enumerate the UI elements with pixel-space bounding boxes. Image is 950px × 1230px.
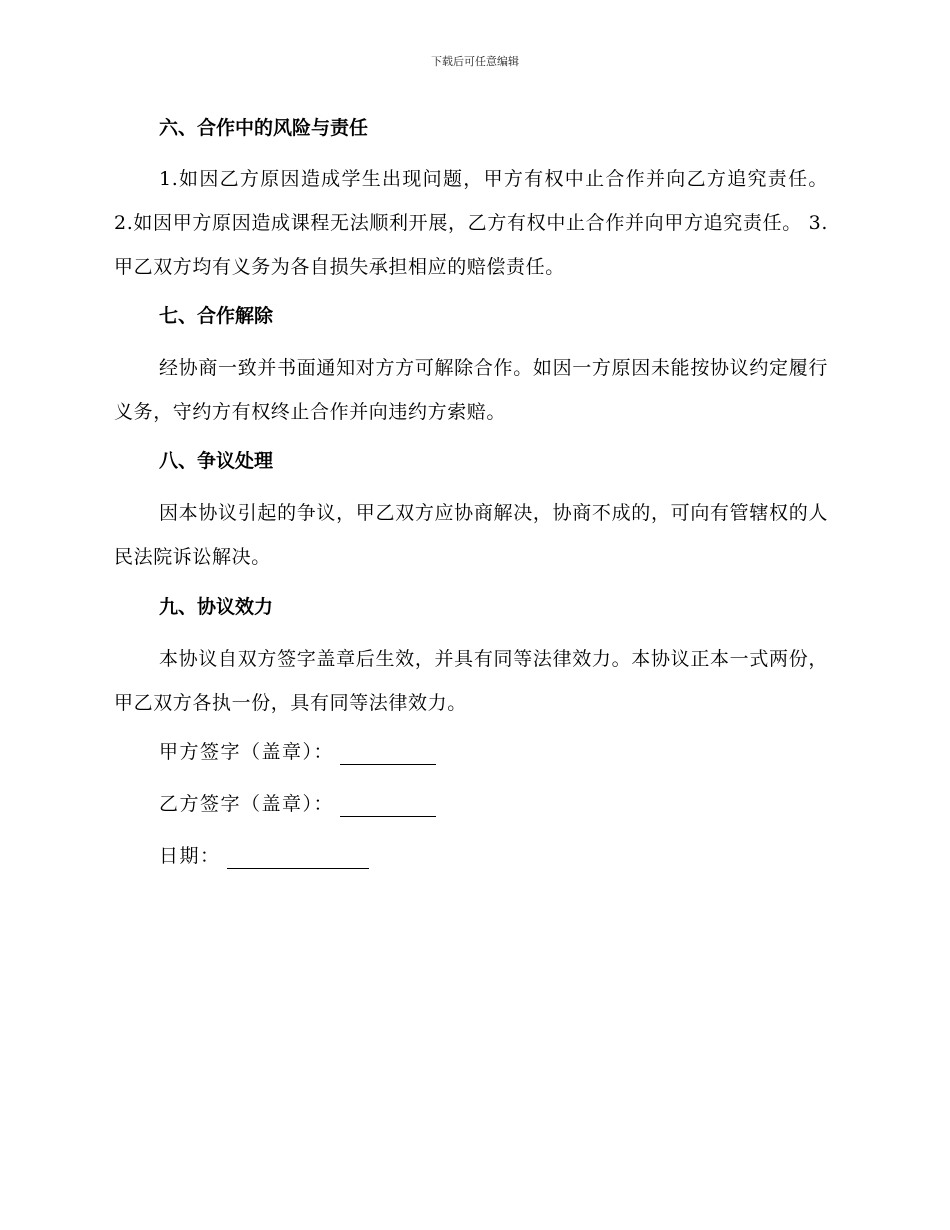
signature-date — [159, 843, 369, 869]
section-heading-risk: 六、合作中的风险与责任 — [159, 117, 369, 139]
section-heading-dispute: 八、争议处理 — [159, 450, 274, 472]
signature-party-a — [159, 739, 436, 765]
signature-party-a-label: 甲方签字（盖章）： — [159, 741, 335, 763]
section-heading-validity: 九、协议效力 — [159, 596, 274, 618]
signature-party-b-blank — [340, 796, 436, 817]
section-body-validity: 本协议自双方签字盖章后生效，并具有同等法律效力。本协议正本一式两份，甲乙双方各执一份，具有同等法律效力。 — [114, 648, 828, 714]
section-body-risk: 1.如因乙方原因造成学生出现问题，甲方有权中止合作并向乙方追究责任。 2.如因甲方原因造成课程无法顺利开展，乙方有权中止合作并向甲方追究责任。 3. 甲乙双方均有义务为各自损失承担相应的赔偿责任。 — [114, 168, 828, 278]
page-header: 下载后可任意编辑 — [431, 55, 519, 68]
signature-party-b-label: 乙方签字（盖章）： — [159, 793, 335, 815]
signature-party-b — [159, 791, 436, 817]
signature-date-label: 日期： — [159, 845, 221, 867]
section-body-dispute: 因本协议引起的争议，甲乙双方应协商解决，协商不成的，可向有管辖权的人民法院诉讼解决。 — [114, 502, 828, 568]
signature-party-a-blank — [340, 744, 436, 765]
signature-date-blank — [227, 848, 369, 869]
section-heading-termination: 七、合作解除 — [159, 305, 274, 327]
section-body-termination: 经协商一致并书面通知对方方可解除合作。如因一方原因未能按协议约定履行义务，守约方有权终止合作并向违约方索赔。 — [114, 357, 828, 423]
